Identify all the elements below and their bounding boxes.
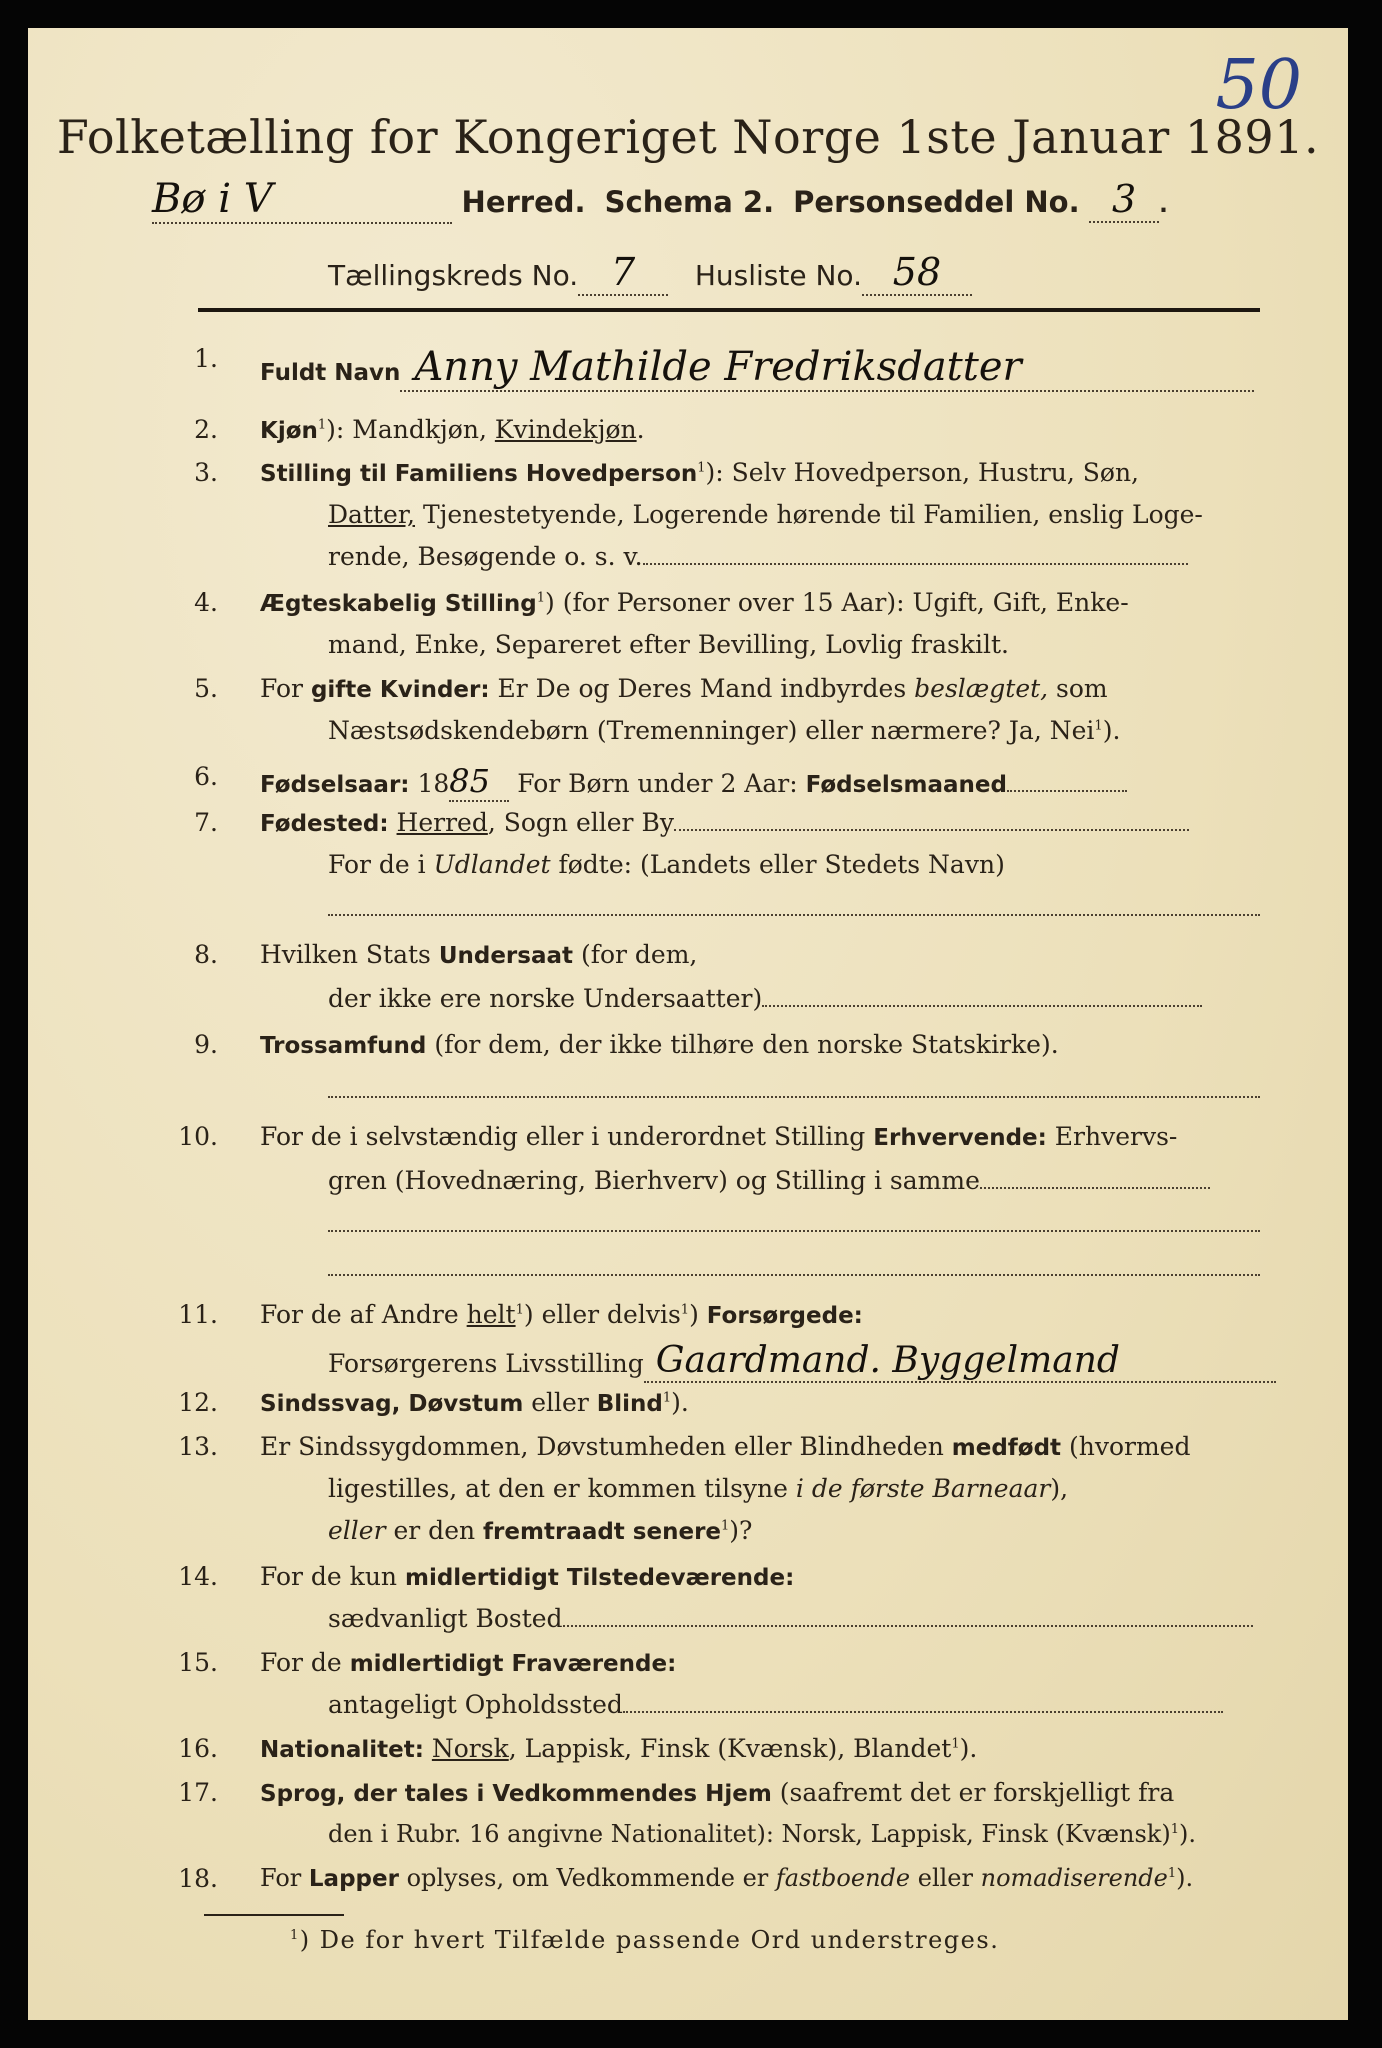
personseddel-label: Personseddel No. (793, 185, 1080, 219)
header-rule (198, 308, 1260, 312)
herred-label: Herred. (461, 185, 586, 219)
husliste-value: 58 (862, 250, 972, 296)
footnote-rule (204, 1914, 344, 1916)
helt-option: helt (466, 1300, 516, 1329)
herred-option: Herred (396, 808, 488, 837)
herred-value: Bø i V (152, 176, 452, 224)
full-name-value: Anny Mathilde Fredriksdatter (400, 344, 1254, 392)
kreds-value: 7 (578, 250, 668, 296)
datter-option: Datter, (328, 500, 415, 529)
kreds-label: Tællingskreds No. (328, 259, 579, 292)
husliste-label: Husliste No. (694, 259, 862, 292)
census-form-page: 50 Folketælling for Kongeriget Norge 1ste Januar 1891. Bø i V Herred. Schema 2. Personseddel No. 3 . Tællingskreds No. 7 Husliste No. 58 1. Fuldt Navn Anny Mathilde Fredriksdatter 2. Kjøn$^1$): Mandkjøn, Kvindekjøn. 3. Stilling til Familiens Hovedperson$^1$): Selv Hovedperson, Hustru, Søn, Datter, Tjenestetyende, Logerende hørende til Familien, enslig Loge- rende, Besøgende o. s. v. 4. Ægteskabelig Stilling$^1$) (for Personer over 15 Aar): Ugift, Gift, Enke- mand, Enke, Separeret efter Bevilling, Lovlig fraskilt. 5. For gifte Kvinder: Er De og Deres Mand indbyrdes beslægtet, som Næstsødskendebørn (Tremenninger) eller nærmere? Ja, Nei$^1$). 6. Fødselsaar: 1885 For Børn under 2 Aar: Fødselsmaaned 7. Fødested: Herred, Sogn eller By For de i Udlandet fødte: (Landets eller Stedets Navn) 8. Hvilken Stats Undersaat (for dem, der ikke ere norske Undersaatter) 9. Trossamfund (for dem, der ikke tilhøre den norske Statskirke). 10. For de i selvstændig eller i underordnet Stilling Erhvervende: Erhvervs- gren (Hovednæring, Bierhverv) og Stilling i samme 11. For de af Andre helt$^1$) eller delvis$^1$) Forsørgede: Forsørgerens Livsstilling Gaardmand. Byggelmand 12. Sindssvag, Døvstum eller Blind$^1$). 13. Er Sindssygdommen, Døvstumheden eller Blindheden medfødt (hvormed ligestilles, at den er kommen tilsyne i de første Barneaar), eller er den fremtraadt senere$^1$)? 14. For de kun midlertidigt Tilstedeværende: sædvanligt Bosted 15. For de midlertidigt Fraværende: antageligt Opholdssted 16. Nationalitet: Norsk, Lappisk, Finsk (Kvænsk), Blandet$^1$). 17. Sprog, der tales i Vedkommendes Hjem (saafremt det er forskjelligt fra den i Rubr. 16 angivne Nationalitet): Norsk, Lappisk, Finsk (Kvænsk)$^1$). 18. For Lapper oplyses, om Vedkommende er fastboende eller nomadiserende$^1$). $^1$) De for hvert Tilfælde passende Ord understreges. (28, 28, 1348, 2020)
kreds-line (328, 250, 1228, 296)
norsk-option: Norsk (431, 1734, 509, 1763)
personseddel-value: 3 (1089, 177, 1159, 223)
provider-occupation-value: Gaardmand. Byggelmand (644, 1340, 1276, 1383)
herred-line: Bø i V Herred. Schema 2. Personseddel No. 3 . (152, 176, 1168, 222)
page-number: 50 (1215, 46, 1302, 125)
birth-year-value: 85 (449, 762, 509, 802)
form-title: Folketælling for Kongeriget Norge 1ste Januar 1891. (56, 110, 1320, 164)
schema-label: Schema 2. (604, 185, 775, 219)
